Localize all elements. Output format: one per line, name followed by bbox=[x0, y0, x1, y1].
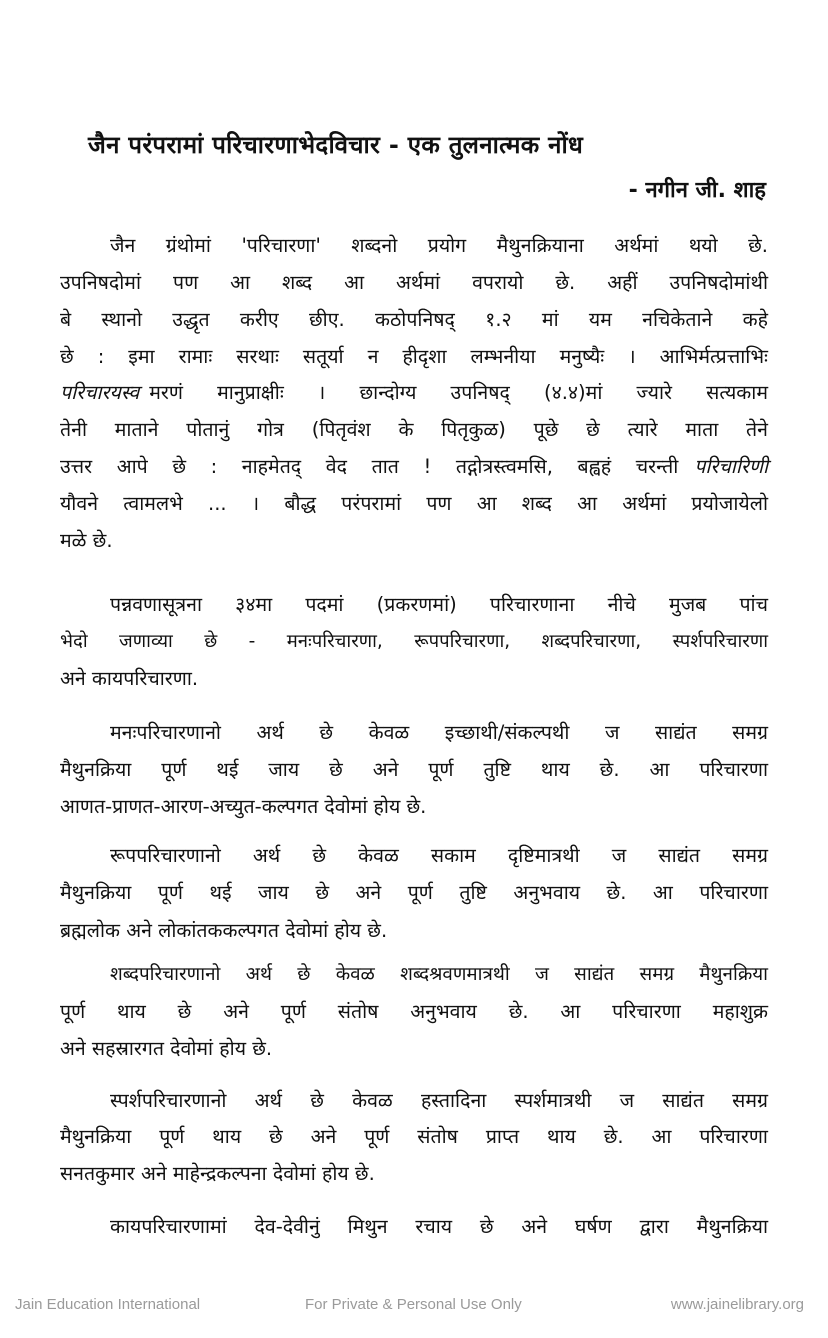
text-line-with-italic bbox=[60, 376, 768, 410]
text-line: जैन ग्रंथोमां 'परिचारणा' शब्दनो प्रयोग मैथुनक्रियाना अर्थमां थयो छे. bbox=[110, 234, 768, 257]
text-line: उपनिषदोमां पण आ शब्द आ अर्थमां वपरायो छे. अहीं उपनिषदोमांथी bbox=[60, 271, 768, 294]
text-line: ब्रह्मलोक अने लोकांतककल्पगत देवोमां होय छे. bbox=[60, 919, 388, 942]
text-line: मैथुनक्रिया पूर्ण थई जाय छे अने पूर्ण तुष्टि थाय छे. आ परिचारणा bbox=[60, 758, 768, 781]
text-line: मनःपरिचारणानो अर्थ छे केवळ इच्छाथी/संकल्पथी ज साद्यंत समग्र bbox=[110, 721, 768, 744]
text-line: छे : इमा रामाः सरथाः सतूर्या न हीदृशा लम्भनीया मनुष्यैः । आभिर्मत्प्रत्ताभिः bbox=[60, 345, 768, 368]
text-line: कायपरिचारणामां देव-देवीनुं मिथुन रचाय छे अने घर्षण द्वारा मैथुनक्रिया bbox=[110, 1215, 768, 1238]
italic-quote-term: परिचारयस्व bbox=[60, 381, 140, 404]
footer-website-link[interactable]: www.jainelibrary.org bbox=[670, 1296, 804, 1313]
text-line: यौवने त्वामलभे ... । बौद्ध परंपरामां पण आ शब्द आ अर्थमां प्रयोजायेलो bbox=[60, 492, 768, 515]
text-line: मळे छे. bbox=[60, 529, 113, 552]
text-line: मैथुनक्रिया पूर्ण थई जाय छे अने पूर्ण तुष्टि अनुभवाय छे. आ परिचारणा bbox=[60, 881, 768, 904]
text-line-with-italic bbox=[60, 450, 768, 484]
text-line: बे स्थानो उद्धृत करीए छीए. कठोपनिषद् १.२ मां यम नचिकेताने कहे bbox=[60, 308, 768, 331]
text-line: आणत-प्राणत-आरण-अच्युत-कल्पगत देवोमां होय छे. bbox=[60, 795, 427, 818]
text-line: स्पर्शपरिचारणानो अर्थ छे केवळ हस्तादिना स्पर्शमात्रथी ज साद्यंत समग्र bbox=[110, 1089, 768, 1112]
footer-usage-notice: For Private & Personal Use Only bbox=[305, 1296, 522, 1313]
text-line: शब्दपरिचारणानो अर्थ छे केवळ शब्दश्रवणमात्रथी ज साद्यंत समग्र मैथुनक्रिया bbox=[110, 964, 768, 985]
text-line: अने सहस्रारगत देवोमां होय छे. bbox=[60, 1037, 273, 1060]
text-line: मैथुनक्रिया पूर्ण थाय छे अने पूर्ण संतोष प्राप्त थाय छे. आ परिचारणा bbox=[60, 1125, 768, 1148]
text-line-rest: मरणं मानुप्राक्षीः । छान्दोग्य उपनिषद् (४.४)मां ज्यारे सत्यकाम bbox=[149, 381, 768, 404]
text-line: पूर्ण थाय छे अने पूर्ण संतोष अनुभवाय छे. आ परिचारणा महाशुक्र bbox=[60, 1000, 768, 1023]
footer-publisher: Jain Education International bbox=[15, 1296, 201, 1313]
text-line: तेनी माताने पोतानुं गोत्र (पितृवंश के पितृकुळ) पूछे छे त्यारे माता तेने bbox=[60, 418, 768, 441]
text-line: सनतकुमार अने माहेन्द्रकल्पना देवोमां होय छे. bbox=[60, 1162, 375, 1185]
text-line-start: उत्तर आपे छे : नाहमेतद् वेद तात ! तद्गोत्रस्त्वमसि, बह्वहं चरन्ती bbox=[60, 455, 679, 478]
article-title: जैन परंपरामां परिचारणाभेदविचार - एक तुलनात्मक नोंध bbox=[88, 131, 584, 159]
text-line: रूपपरिचारणानो अर्थ छे केवळ सकाम दृष्टिमात्रथी ज साद्यंत समग्र bbox=[110, 844, 768, 867]
text-line: पन्नवणासूत्रना ३४मा पदमां (प्रकरणमां) परिचारणाना नीचे मुजब पांच bbox=[110, 593, 768, 616]
article-author: - नगीन जी. शाह bbox=[628, 178, 766, 203]
text-line: भेदो जणाव्या छे - मनःपरिचारणा, रूपपरिचारणा, शब्दपरिचारणा, स्पर्शपरिचारणा bbox=[60, 631, 768, 652]
text-line: अने कायपरिचारणा. bbox=[60, 667, 199, 690]
italic-quote-term: परिचारिणी bbox=[694, 455, 768, 478]
